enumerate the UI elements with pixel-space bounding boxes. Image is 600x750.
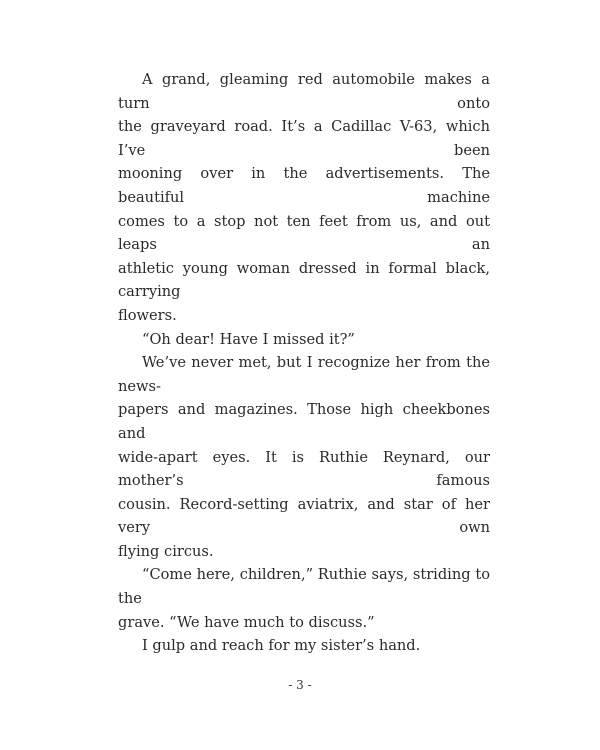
paragraph-5 — [118, 634, 490, 658]
text-line: I gulp and reach for my sister’s hand. — [142, 637, 421, 655]
text-line: flowers. — [118, 306, 177, 324]
text-line: cousin. Record-setting aviatrix, and star of her very own — [118, 495, 490, 537]
text-line: mooning over in the advertisements. The beautiful machine — [118, 165, 490, 206]
body-text — [118, 68, 490, 658]
text-line: papers and magazines. Those high cheekbones and — [118, 401, 490, 442]
text-line: We’ve never met, but I recognize her from the news- — [118, 354, 490, 395]
paragraph-2 — [118, 328, 490, 352]
text-line: “Oh dear! Have I missed it?” — [142, 330, 355, 348]
text-line: A grand, gleaming red automobile makes a turn onto — [118, 71, 490, 112]
page-number: - 3 - — [288, 678, 312, 692]
paragraph-1 — [118, 68, 490, 328]
text-line: comes to a stop not ten feet from us, and out leaps an — [118, 212, 490, 254]
text-line: the graveyard road. It’s a Cadillac V-63, which I’ve been — [118, 118, 490, 159]
paragraph-4 — [118, 563, 490, 634]
text-line: grave. “We have much to discuss.” — [118, 613, 375, 631]
text-line: wide-apart eyes. It is Ruthie Reynard, our mother’s famous — [118, 448, 490, 490]
text-line: “Come here, children,” Ruthie says, striding to the — [118, 566, 490, 608]
text-line: flying circus. — [118, 542, 214, 560]
paragraph-3 — [118, 351, 490, 563]
text-line: athletic young woman dressed in formal black, carrying — [118, 259, 490, 301]
